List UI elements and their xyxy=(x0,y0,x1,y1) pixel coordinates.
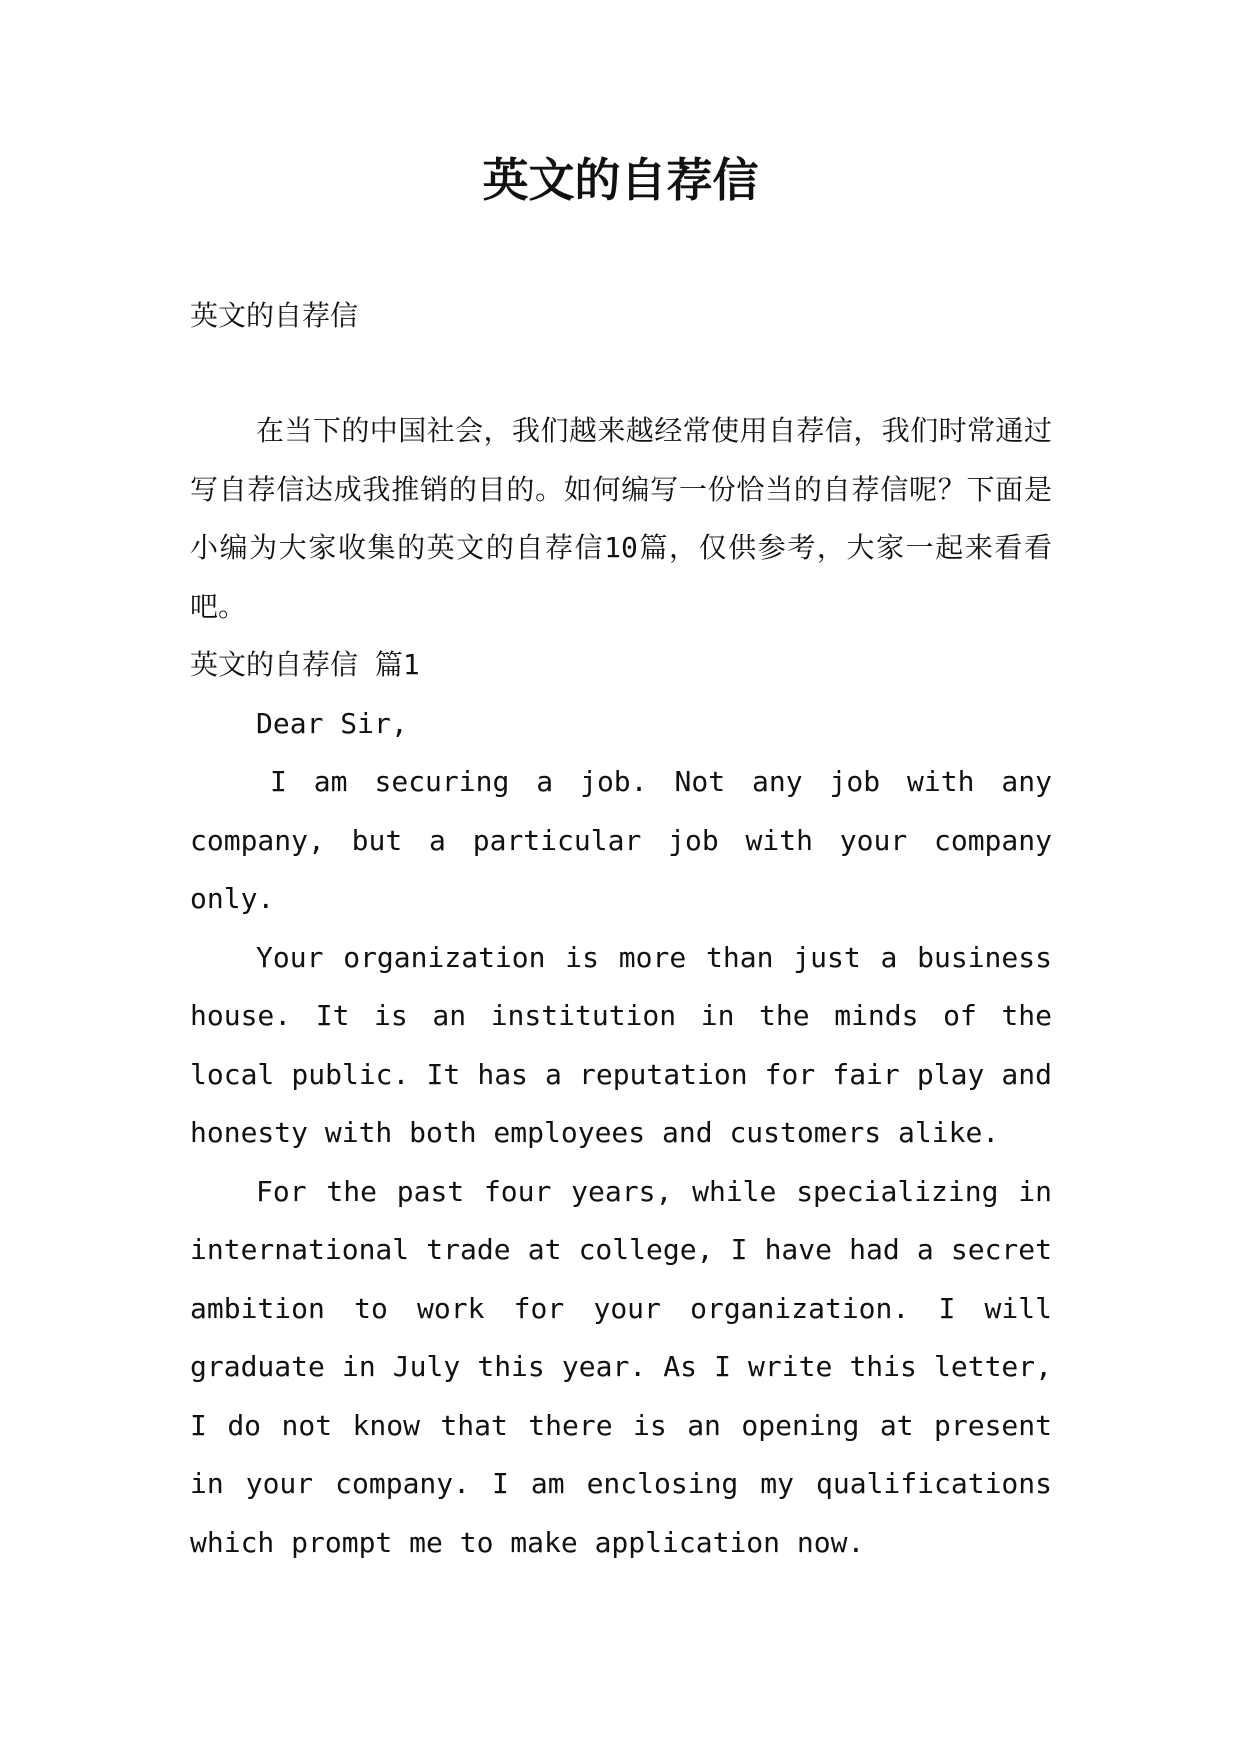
salutation: Dear Sir, xyxy=(256,706,408,740)
document-body xyxy=(190,402,1052,1572)
document-title: 英文的自荐信 xyxy=(482,153,759,207)
body-paragraph-1: I am securing a job. Not any job with any company, but a particular job with your company only. xyxy=(190,765,1052,915)
body-paragraph-2: Your organization is more than just a business house. It is an institution in the minds of the local public. It has a reputation for fair play and honesty with both employees and customers alike. xyxy=(190,940,1052,1149)
document-subtitle: 英文的自荐信 xyxy=(190,299,359,332)
section-heading: 英文的自荐信 篇1 xyxy=(190,648,420,681)
body-paragraph-3: For the past four years, while specializing in international trade at college, I have had a secret ambition to work for your organization. I will graduate in July this year. As I write this letter, I do not know that there is an opening at present in your company. I am enclosing my qualifications which prompt me to make application now. xyxy=(190,1174,1052,1559)
intro-paragraph: 在当下的中国社会，我们越来越经常使用自荐信，我们时常通过写自荐信达成我推销的目的。如何编写一份恰当的自荐信呢？下面是小编为大家收集的英文的自荐信10篇，仅供参考，大家一起来看看吧。 xyxy=(190,414,1052,623)
